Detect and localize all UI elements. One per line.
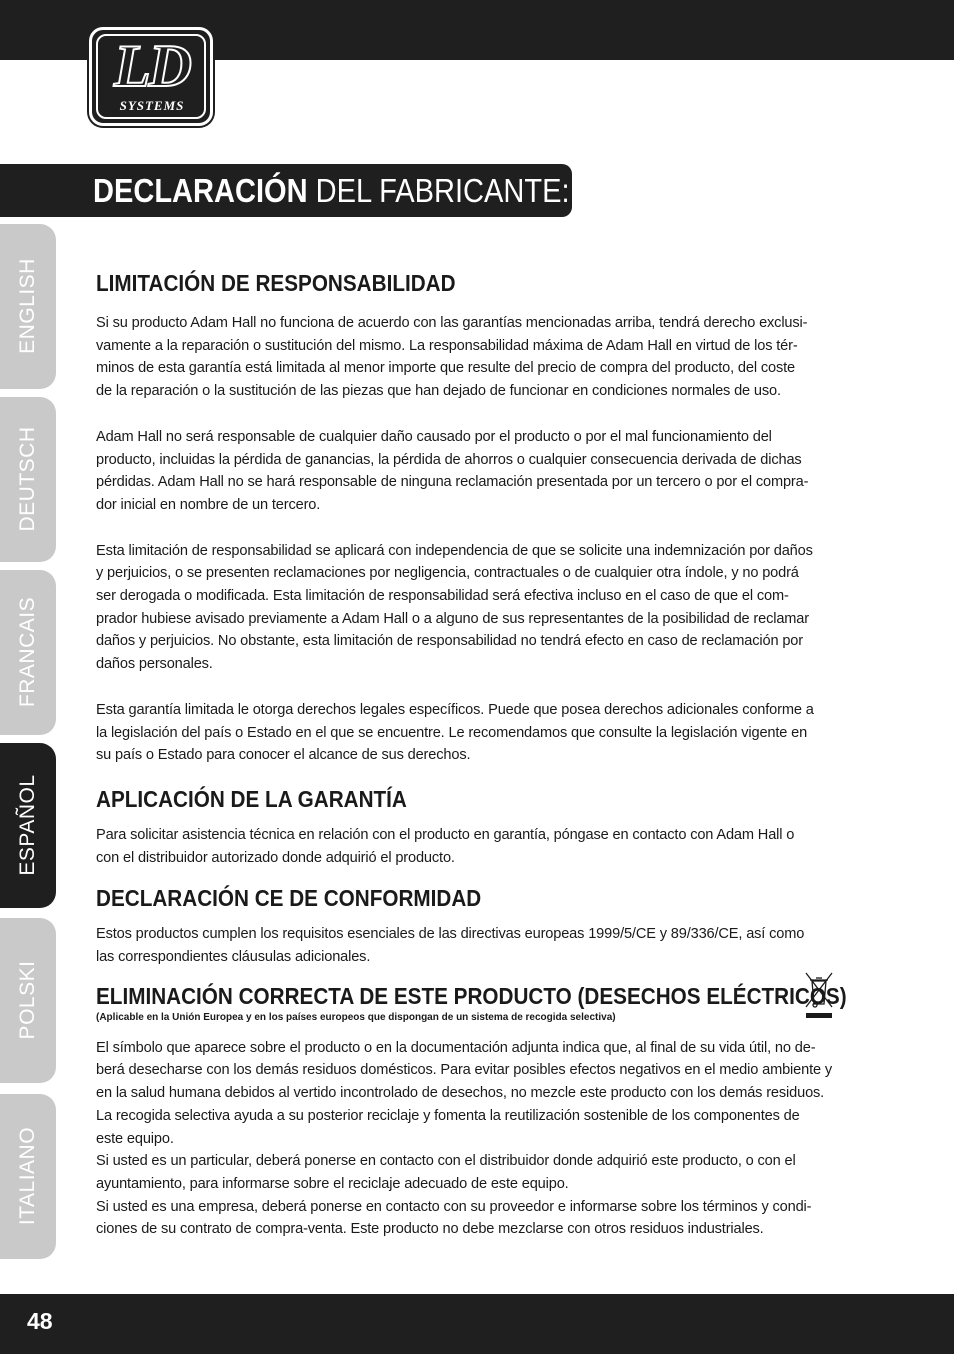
ld-systems-logo xyxy=(89,27,213,126)
tab-english[interactable] xyxy=(0,224,56,389)
page-title xyxy=(93,172,570,210)
bottom-bar xyxy=(0,1294,954,1354)
tab-espanol[interactable] xyxy=(0,743,56,908)
heading-bold: ELIMINACIÓN CORRECTA xyxy=(96,982,354,1009)
tab-label: POLSKI xyxy=(16,960,39,1040)
heading-declaracion xyxy=(96,883,784,913)
paragraph: El símbolo que aparece sobre el producto o en la documentación adjunta indica que, al final de su vida útil, no de- berá desecharse con los demás residuos domésticos. Para evitar posibles efectos negativos en el medio ambiente y en la salud humana debidos al vertido incontrolado de desechos, no mezcle este producto con los demás residuos. La recogida selectiva ayuda a su posterior reciclaje y fomenta la reutilización sostenible de los componentes de este equipo. Si usted es un particular, deberá ponerse en contacto con el distribuidor donde adquirió este producto, o con el ayuntamiento, para informarse sobre el reciclaje adecuado de este equipo. Si usted es una empresa, deberá ponerse en contacto con su proveedor e informarse sobre los términos y condi- ciones de su contrato de compra-venta. Este producto no debe mezclarse con otros residuos industriales. xyxy=(96,1039,832,1238)
page-number: 48 xyxy=(27,1308,53,1334)
paragraph: Adam Hall no será responsable de cualquier daño causado por el producto o por el mal funcionamiento del producto, incluidas la pérdida de ganancias, la pérdida de ahorros o cualquier consecuencia derivada de dichas pérdidas. Adam Hall no se hará responsable de ninguna reclamación presentada por un tercero o por el compra- dor inicial en nombre de un tercero. xyxy=(96,428,809,513)
main-content xyxy=(96,268,860,1241)
tab-francais[interactable] xyxy=(0,570,56,735)
logo-ld-text: LD xyxy=(114,33,190,99)
heading-bold: GARANTÍA xyxy=(297,785,407,812)
page-title-rest: DEL FABRICANTE: xyxy=(307,172,570,209)
heading-normal: APLICACIÓN DE LA xyxy=(96,785,298,812)
tab-polski[interactable] xyxy=(0,918,56,1083)
tab-label: FRANCAIS xyxy=(16,596,39,708)
tab-label: ITALIANO xyxy=(16,1126,39,1226)
heading-eliminacion xyxy=(96,981,847,1011)
heading-normal: DE CONFORMIDAD xyxy=(283,885,482,912)
paragraph: Esta limitación de responsabilidad se aplicará con independencia de que se solicite una indemnización por daños y perjuicios, o se presenten reclamaciones por negligencia, contractuales o de cualquier otra índole, y no podrá ser derogada o modificada. Esta limitación de responsabilidad será efectiva incluso en el caso de que el com- prador hubiese avisado previamente a Adam Hall o a alguno de sus representantes de la posibilidad de reclamar daños y perjuicios. No obstante, esta limitación de responsabilidad no tendrá efecto en caso de reclamación por daños personales. xyxy=(96,542,813,673)
tab-label: ENGLISH xyxy=(16,258,39,354)
logo-systems-text: SYSTEMS xyxy=(119,98,185,113)
heading-normal: DE ESTE PRODUCTO (DESECHOS ELÉCTRICOS) xyxy=(353,982,847,1009)
tab-italiano[interactable] xyxy=(0,1094,56,1259)
paragraph: Esta garantía limitada le otorga derechos legales específicos. Puede que posea derechos adicionales conforme a la legislación del país o Estado en el que se encuentre. Le recomendamos que consulte la legislación vigente en su país o Estado para conocer el alcance de sus derechos. xyxy=(96,701,814,764)
paragraph: Estos productos cumplen los requisitos esenciales de las directivas europeas 1999/5/CE y 89/336/CE, así como las correspondientes cláusulas adicionales. xyxy=(96,926,805,966)
tab-deutsch[interactable] xyxy=(0,397,56,562)
paragraph: Para solicitar asistencia técnica en relación con el producto en garantía, póngase en contacto con Adam Hall o con el distribuidor autorizado donde adquirió el producto. xyxy=(96,826,795,866)
applicability-note: (Aplicable en la Unión Europea y en los países europeos que dispongan de un sistema de recogida selectiva) xyxy=(96,1011,616,1023)
page-title-bold: DECLARACIÓN xyxy=(93,172,308,209)
heading-aplicacion xyxy=(96,784,784,814)
heading-bold: DECLARACIÓN CE xyxy=(96,885,284,912)
tab-label: DEUTSCH xyxy=(16,426,39,532)
heading-bold: RESPONSABILIDAD xyxy=(255,270,456,296)
heading-limitacion xyxy=(96,268,784,298)
tab-label: ESPAÑOL xyxy=(16,774,39,876)
crossed-out-wheelie-bin-icon xyxy=(804,971,834,1021)
paragraph: Si su producto Adam Hall no funciona de acuerdo con las garantías mencionadas arriba, tendrá derecho exclusi- vamente a la reparación o sustitución del mismo. La responsabilidad máxima de Adam Hall en virtud de los tér- minos de esta garantía está limitada al menor importe que resulte del precio de compra del producto, del coste de la reparación o la sustitución de las piezas que han dejado de funcionar en condiciones normales de uso. xyxy=(96,315,808,400)
heading-normal: LIMITACIÓN DE xyxy=(96,270,256,296)
title-bar xyxy=(0,164,572,217)
